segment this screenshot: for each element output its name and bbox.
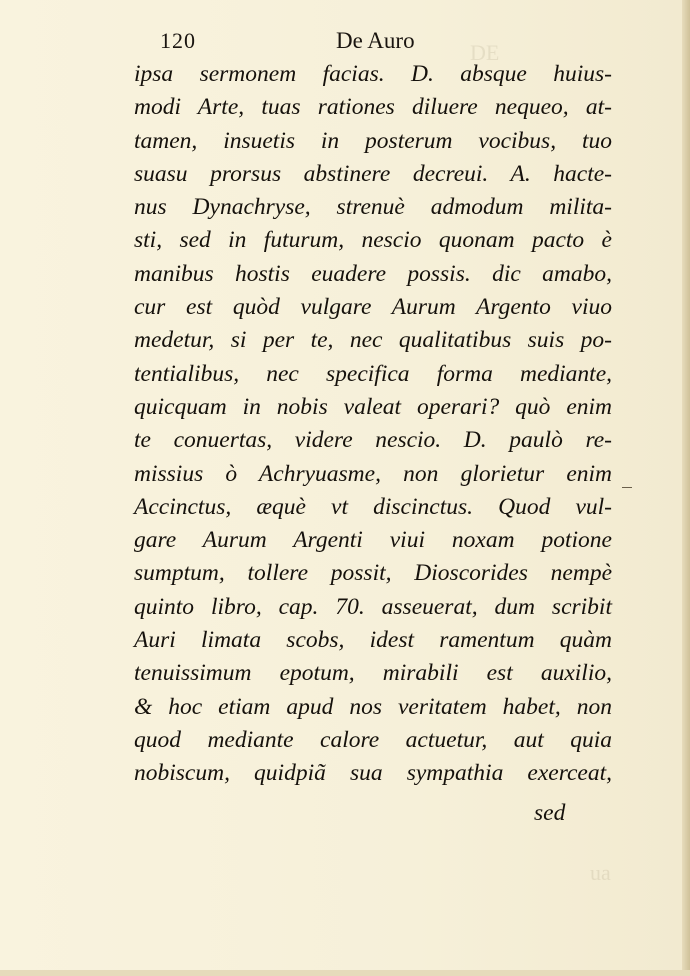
page-edge-shadow xyxy=(682,0,690,976)
text-line: missius ò Achryuasme, non glorietur enim xyxy=(134,460,612,487)
text-line: nus Dynachryse, strenuè admodum milita- xyxy=(134,194,612,221)
text-line: quod mediante calore actuetur, aut quia xyxy=(134,726,612,753)
page-bottom-edge xyxy=(0,970,690,976)
catchword: sed xyxy=(534,800,566,826)
text-line: manibus hostis euadere possis. dic amabo, xyxy=(134,260,612,287)
text-line: tentialibus, nec specifica forma mediante, xyxy=(134,360,612,387)
text-line: tamen, insuetis in posterum vocibus, tuo xyxy=(134,127,612,154)
text-line: Accinctus, æquè vt discinctus. Quod vul- xyxy=(134,493,612,520)
text-line: Auri limata scobs, idest ramentum quàm xyxy=(134,627,612,654)
show-through-ghost: DE xyxy=(470,40,500,65)
text-line: tenuissimum epotum, mirabili est auxilio, xyxy=(134,660,612,687)
body-text xyxy=(134,58,612,791)
text-line: modi Arte, tuas rationes diluere nequeo, at- xyxy=(134,94,612,121)
text-line: & hoc etiam apud nos veritatem habet, non xyxy=(134,693,612,720)
text-line: ipsa sermonem facias. D. absque huius- xyxy=(134,61,612,87)
text-line: nobiscum, quidpiã sua sympathia exerceat, xyxy=(134,760,612,787)
text-line: suasu prorsus abstinere decreui. A. hacte- xyxy=(134,160,612,187)
text-line: sti, sed in futurum, nescio quonam pacto è xyxy=(134,227,612,254)
margin-mark xyxy=(622,487,632,488)
page-header xyxy=(160,28,580,56)
text-line: quinto libro, cap. 70. asseuerat, dum scribit xyxy=(134,593,612,620)
text-line: te conuertas, videre nescio. D. paulò re- xyxy=(134,427,612,454)
page-number: 120 xyxy=(160,28,196,53)
text-line: cur est quòd vulgare Aurum Argento viuo xyxy=(134,294,612,321)
text-line: gare Aurum Argenti viui noxam potione xyxy=(134,527,612,554)
text-line: quicquam in nobis valeat operari? quò enim xyxy=(134,393,612,420)
text-line: medetur, si per te, nec qualitatibus suis po- xyxy=(134,327,612,354)
text-line: sumptum, tollere possit, Dioscorides nempè xyxy=(134,560,612,587)
running-title: De Auro xyxy=(336,28,415,53)
show-through-ghost-2: ua xyxy=(590,860,611,885)
